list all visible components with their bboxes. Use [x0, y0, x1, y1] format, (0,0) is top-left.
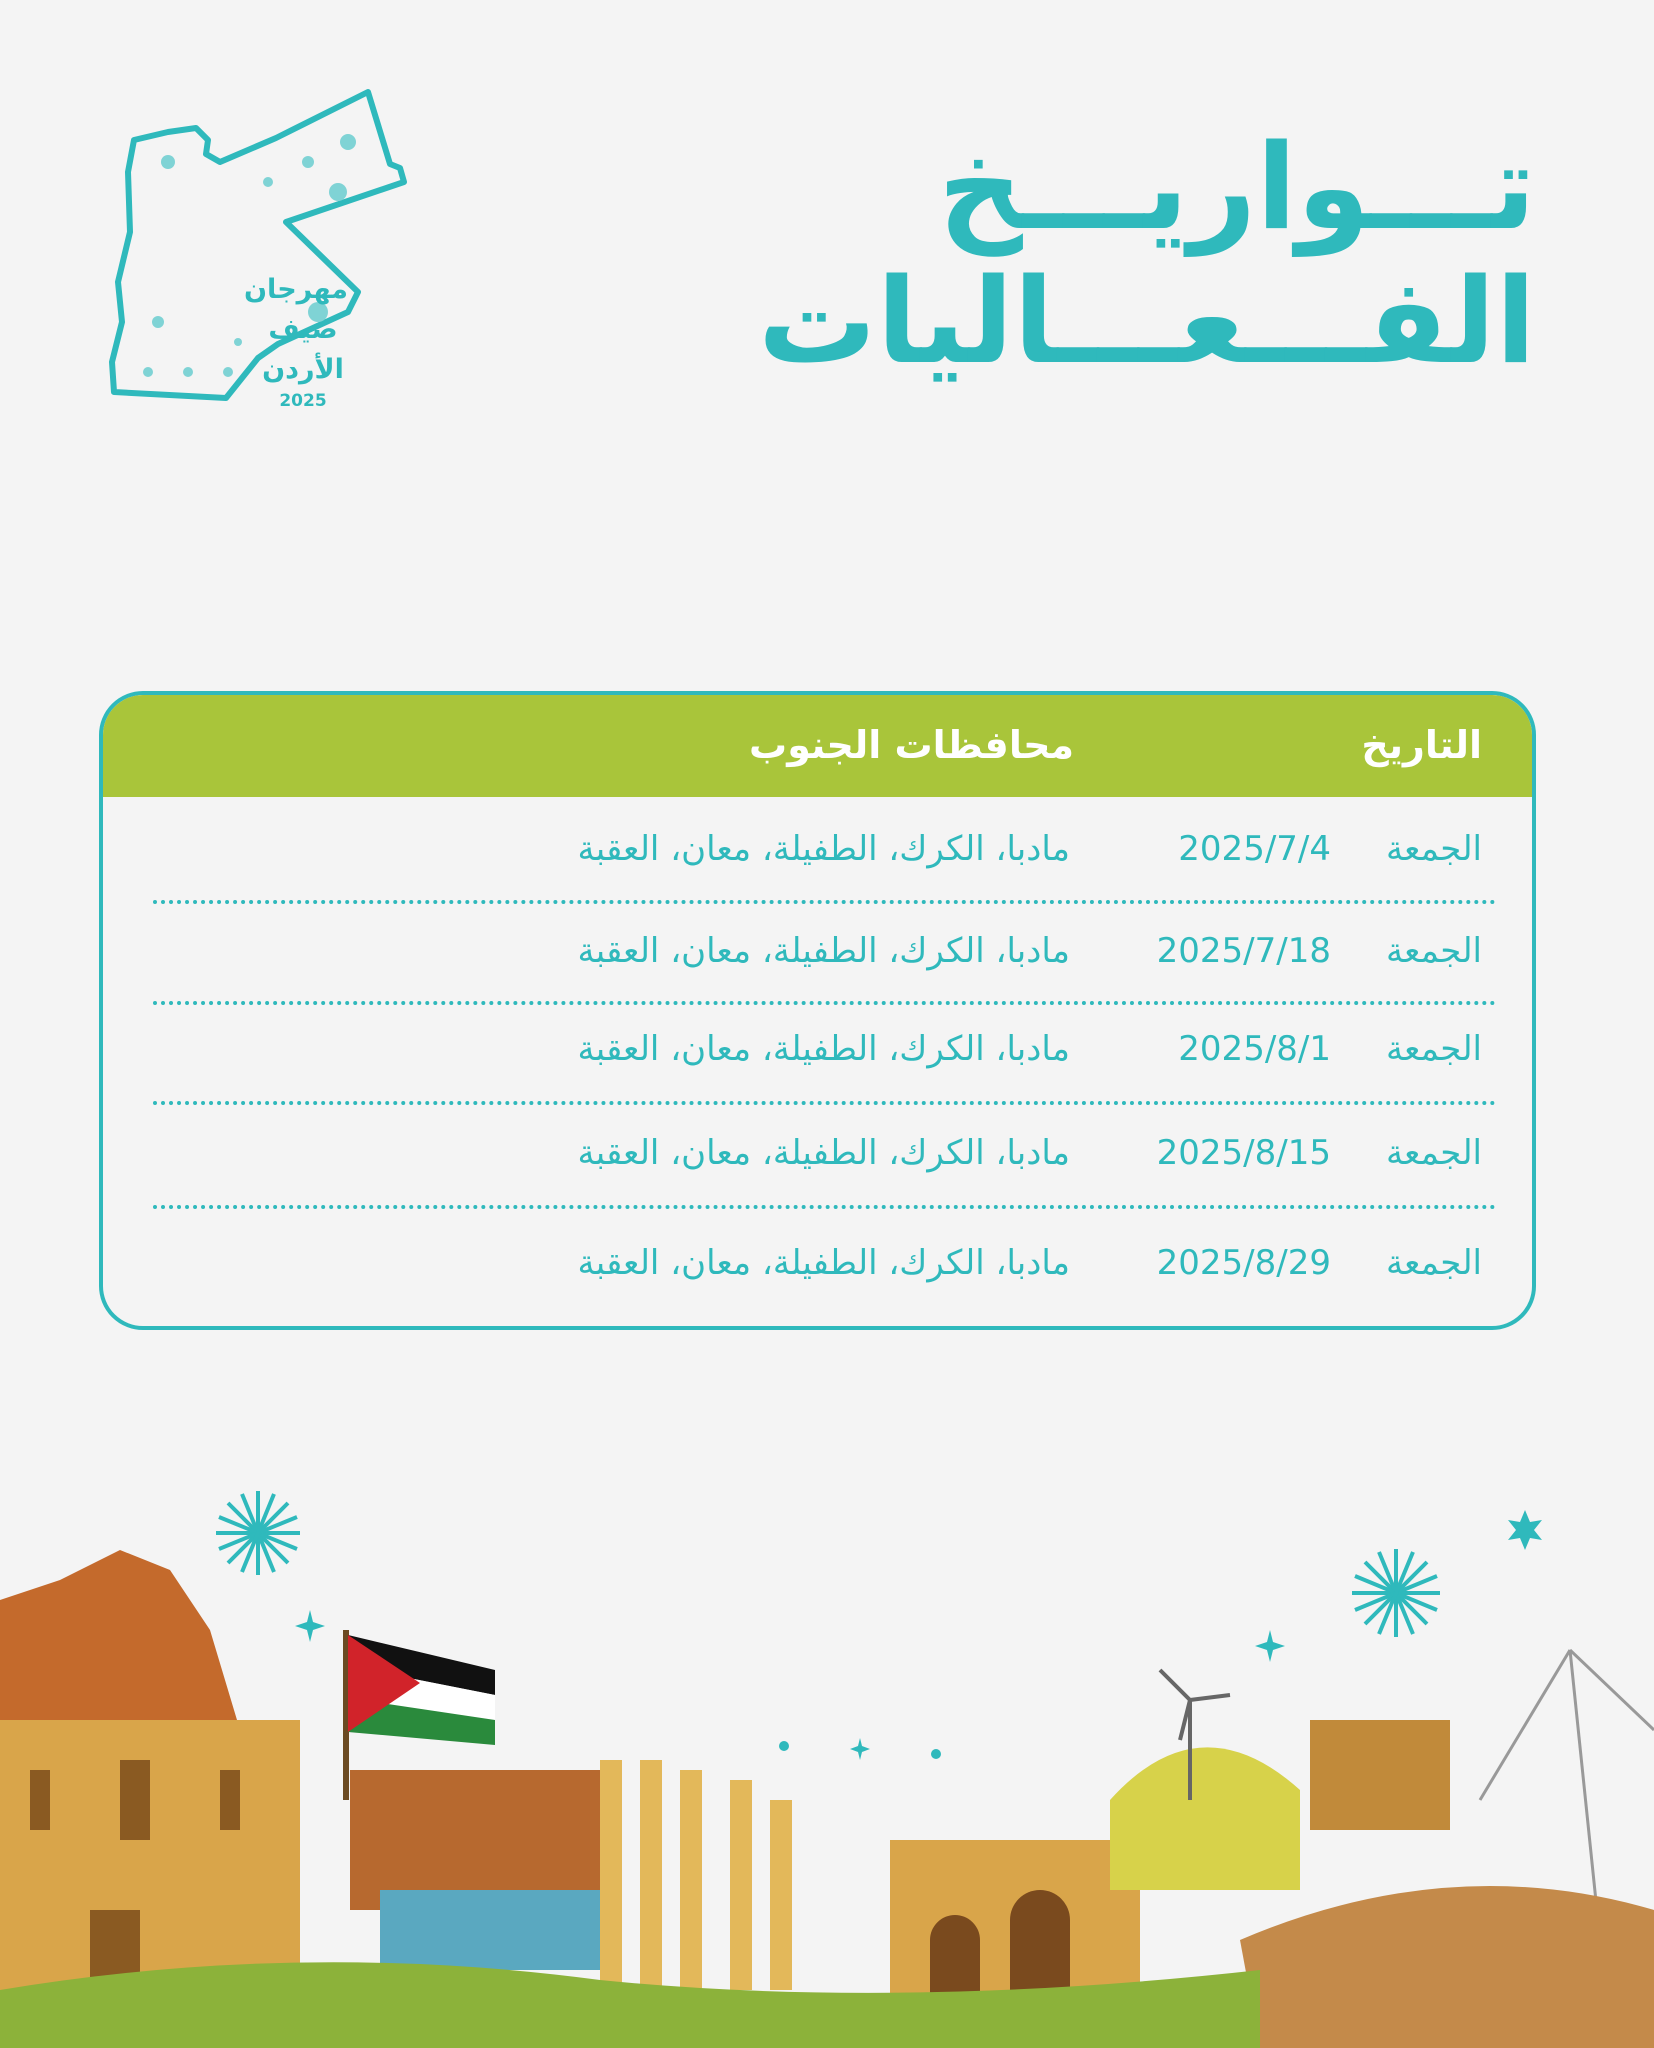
table-row — [103, 1123, 1532, 1183]
row-divider — [153, 1001, 1496, 1005]
row-date: 2025/7/4 — [1178, 829, 1331, 869]
row-divider — [153, 900, 1496, 904]
festival-logo — [108, 82, 408, 412]
row-day: الجمعة — [1385, 1133, 1482, 1173]
row-locations: مادبا، الكرك، الطفيلة، معان، العقبة — [577, 1133, 1070, 1173]
logo-line2: صيف — [268, 314, 338, 345]
row-day: الجمعة — [1385, 829, 1482, 869]
jordan-flag-icon — [348, 1635, 495, 1745]
row-date: 2025/8/15 — [1156, 1133, 1331, 1173]
logo-line3: الأردن — [262, 354, 344, 385]
logo-line1: مهرجان — [244, 274, 348, 305]
castle — [1310, 1720, 1450, 1830]
table-header — [99, 691, 1536, 797]
page-title-line2: الفـــعـــاليات — [758, 252, 1536, 390]
row-divider — [153, 1101, 1496, 1105]
events-table — [99, 691, 1536, 1330]
header-region: محافظات الجنوب — [749, 723, 1074, 767]
amphitheatre-wall — [350, 1770, 600, 1910]
water — [380, 1890, 620, 1970]
row-locations: مادبا، الكرك، الطفيلة، معان، العقبة — [577, 1029, 1070, 1069]
row-day: الجمعة — [1385, 1243, 1482, 1283]
table-row — [103, 1019, 1532, 1079]
page-title-line1: تـــواريـــخ — [937, 118, 1536, 256]
row-date: 2025/8/29 — [1156, 1243, 1331, 1283]
row-locations: مادبا، الكرك، الطفيلة، معان، العقبة — [577, 1243, 1070, 1283]
jerash-columns — [600, 1760, 792, 1990]
row-locations: مادبا، الكرك، الطفيلة، معان، العقبة — [577, 931, 1070, 971]
jordan-landmarks-illustration — [0, 1470, 1654, 2048]
logo-text — [244, 270, 348, 412]
header-date: التاريخ — [1361, 723, 1482, 767]
hill — [1110, 1747, 1300, 1890]
logo-year: 2025 — [279, 391, 327, 411]
row-date: 2025/7/18 — [1156, 931, 1331, 971]
row-date: 2025/8/1 — [1178, 1029, 1331, 1069]
table-row — [103, 1233, 1532, 1293]
row-day: الجمعة — [1385, 1029, 1482, 1069]
roman-theatre — [1240, 1886, 1654, 2048]
firework-icon — [216, 1491, 1440, 1637]
row-locations: مادبا، الكرك، الطفيلة، معان، العقبة — [577, 829, 1070, 869]
row-divider — [153, 1205, 1496, 1209]
row-day: الجمعة — [1385, 931, 1482, 971]
table-row — [103, 819, 1532, 879]
table-row — [103, 921, 1532, 981]
